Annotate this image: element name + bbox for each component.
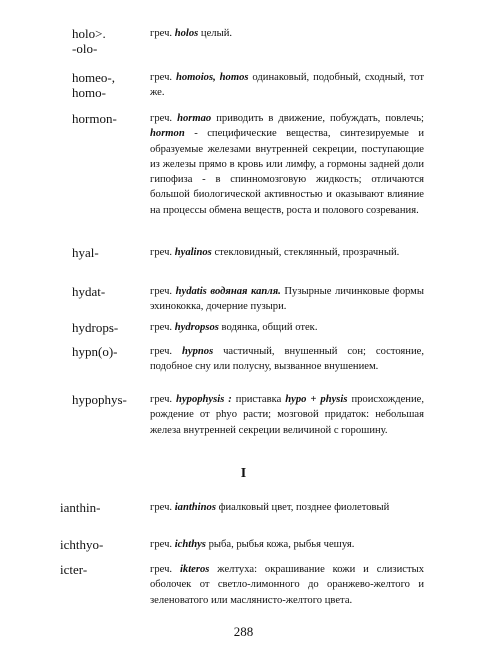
etymon: ianthinos <box>174 502 216 513</box>
entry-term: homeo-, homo- <box>72 70 115 100</box>
definition-text: рыба, рыбья кожа, рыбья чешуя. <box>205 539 355 550</box>
entry-definition <box>150 562 424 608</box>
entry-definition <box>150 284 424 315</box>
entry-term: ianthin- <box>60 500 101 515</box>
etymon: holos <box>174 28 199 39</box>
etymon-secondary: hypo + physis <box>285 394 348 405</box>
entry-term: ichthyo- <box>60 537 104 552</box>
entry-definition <box>150 111 424 218</box>
language-label: греч. <box>150 286 173 297</box>
etymon: hydropsos <box>174 322 219 333</box>
language-label: греч. <box>150 539 173 550</box>
etymon: hypophysis : <box>176 394 232 405</box>
definition-text: - специфические вещества, синтезируемые и образуемые железами внутренней секреции, поступающие из железы прямо в кровь или лимфу, а гормоны задней доли гипофиза - в спинномозговую жидкость; отличаются большой биологической активностью и оказывают влияние на процессы обмена веществ, роста и полового созревания. <box>150 128 424 216</box>
entry-term: hormon- <box>72 111 117 126</box>
etymon: hypnos <box>181 346 214 357</box>
entry-definition <box>150 70 424 101</box>
etymon: ikteros <box>179 564 210 575</box>
entry-definition <box>150 245 424 260</box>
language-label: греч. <box>150 72 173 83</box>
etymon: ichthys <box>174 539 206 550</box>
etymon: hydatis водяная капля. <box>175 286 281 297</box>
entry-term: hypophys- <box>72 392 127 407</box>
language-label: греч. <box>150 564 173 575</box>
section-letter: I <box>240 466 247 481</box>
entry-definition <box>150 26 424 41</box>
definition-text: фиалковый цвет, позднее фиолетовый <box>215 502 390 513</box>
definition-text: Пузырные личинковые формы эхинококка, дочерние пузыри. <box>150 286 424 313</box>
page-number: 288 <box>233 624 254 639</box>
definition-text: желтуха: окрашивание кожи и слизистых оболочек от светло-лимонного до оранжево-желтого и зеленоватого или маслянисто-желтого цвета. <box>150 564 424 606</box>
entry-definition <box>150 344 424 375</box>
definition-text: целый. <box>198 28 233 39</box>
entry-term: hypn(o)- <box>72 344 118 359</box>
entry-definition <box>150 537 424 552</box>
entry-term: icter- <box>60 562 88 577</box>
definition-text: одинаковый, подобный, сходный, тот же. <box>150 72 425 99</box>
entry-definition <box>150 392 424 438</box>
entry-definition <box>150 320 424 335</box>
definition-text: приводить в движение, побуждать, повлечь; <box>211 113 424 124</box>
etymon: hormao <box>177 113 212 124</box>
definition-text: происхождение, рождение от phyo расти; мозговой придаток: небольшая железа внутренней секреции величиной с горошину. <box>150 394 424 436</box>
definition-text: приставка <box>231 394 286 405</box>
entry-definition <box>150 500 424 515</box>
language-label: греч. <box>150 322 173 333</box>
entry-term: holo>. -olo- <box>72 26 106 56</box>
language-label: греч. <box>150 394 173 405</box>
language-label: греч. <box>150 346 173 357</box>
etymon: homoios, homos <box>175 72 249 83</box>
language-label: греч. <box>150 113 173 124</box>
definition-text: водянка, общий отек. <box>218 322 318 333</box>
etymon-secondary: hormon <box>150 128 185 140</box>
entry-term: hydat- <box>72 284 106 299</box>
entry-term: hyal- <box>72 245 99 260</box>
language-label: греч. <box>150 247 173 258</box>
definition-text: частичный, внушенный сон; состояние, подобное сну или полусну, вызванное внушением. <box>150 346 424 373</box>
definition-text: стекловидный, стеклянный, прозрачный. <box>211 247 400 258</box>
language-label: греч. <box>150 502 173 513</box>
entry-term: hydrops- <box>72 320 119 335</box>
etymon: hyalinos <box>174 247 212 258</box>
language-label: греч. <box>150 28 173 39</box>
